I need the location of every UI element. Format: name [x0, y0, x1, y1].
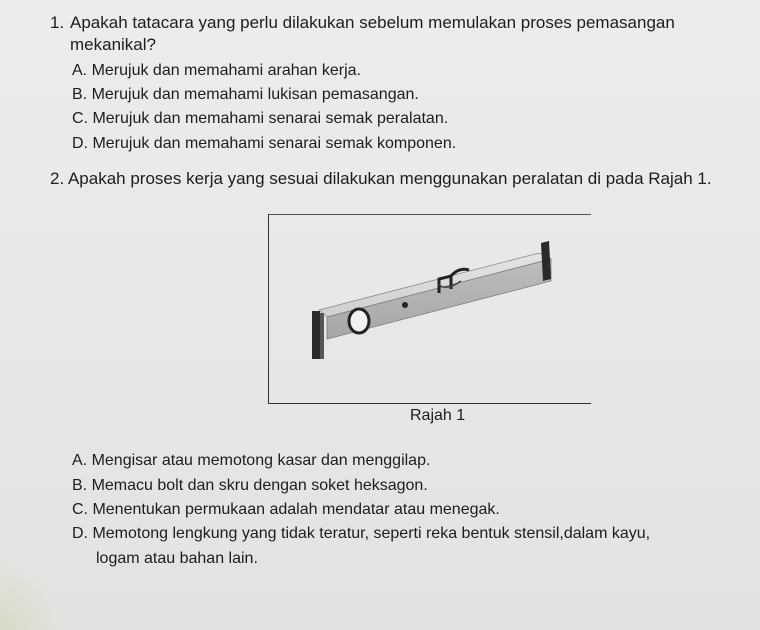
question-1-line2: mekanikal? — [70, 35, 156, 54]
question-1-line1 — [50, 12, 750, 34]
q2-option-c[interactable]: C. Menentukan permukaan adalah mendatar atau menegak. — [72, 501, 500, 518]
q2-option-a[interactable]: A. Mengisar atau memotong kasar dan menggilap. — [72, 452, 431, 469]
q2-option-d-continuation: logam atau bahan lain. — [96, 550, 258, 567]
q1-option-a[interactable]: A. Merujuk dan memahami arahan kerja. — [72, 62, 362, 79]
question-1 — [50, 12, 750, 56]
page-shadow — [0, 560, 60, 630]
question-1-text: Apakah tatacara yang perlu dilakukan sebelum memulakan proses pemasangan — [70, 13, 675, 32]
q1-option-c[interactable]: C. Merujuk dan memahami senarai semak peralatan. — [72, 110, 449, 127]
q1-option-b[interactable]: B. Merujuk dan memahami lukisan pemasangan. — [72, 86, 419, 103]
question-2-text: 2. Apakah proses kerja yang sesuai dilakukan menggunakan peralatan di pada Rajah 1. — [50, 169, 712, 188]
figure-rajah-1 — [268, 214, 591, 404]
q2-option-b[interactable]: B. Memacu bolt dan skru dengan soket heksagon. — [72, 477, 428, 494]
figure-caption: Rajah 1 — [410, 407, 466, 424]
spirit-level-illustration — [269, 215, 591, 403]
q1-option-d[interactable]: D. Merujuk dan memahami senarai semak komponen. — [72, 135, 457, 152]
question-1-number: 1. — [50, 13, 65, 32]
q2-option-d[interactable]: D. Memotong lengkung yang tidak teratur, seperti reka bentuk stensil,dalam kayu, — [72, 525, 651, 542]
